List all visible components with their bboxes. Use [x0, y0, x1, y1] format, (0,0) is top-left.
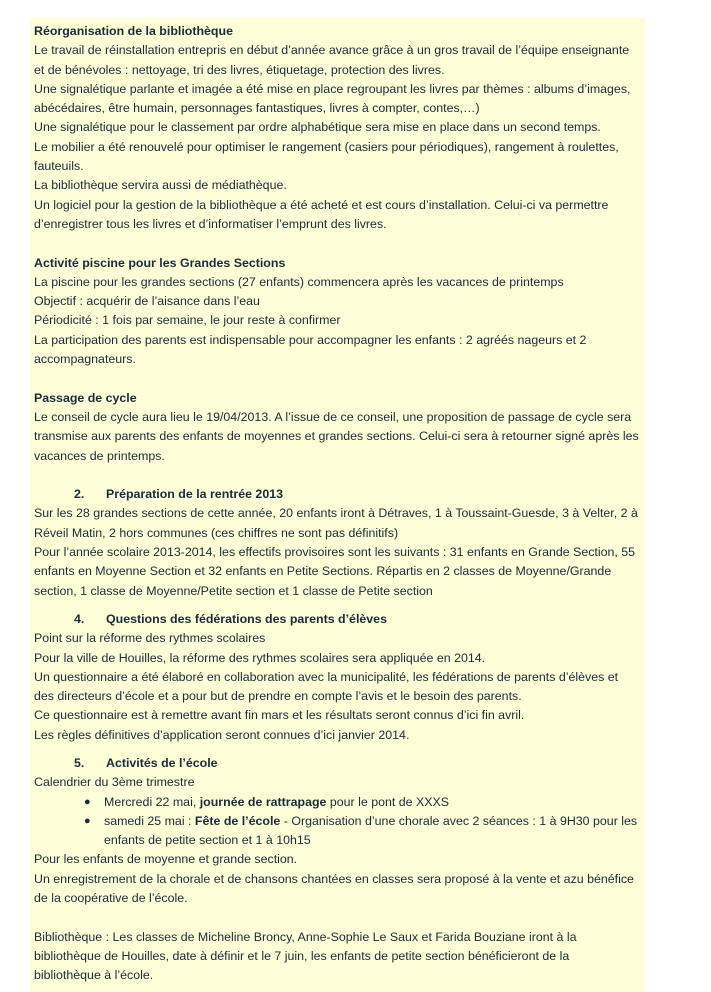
paragraph: Le mobilier a été renouvelé pour optimiser le rangement (casiers pour périodiques), rangement à roulettes, fauteuils.	[34, 139, 619, 174]
paragraph: Le conseil de cycle aura lieu le 19/04/2013. A l’issue de ce conseil, une proposition de passage de cycle sera transmise aux parents des enfants de moyennes et grandes sections. Celui-ci sera à retourner signé après les vacances de printemps.	[34, 409, 639, 463]
paragraph: Périodicité : 1 fois par semaine, le jour reste à confirmer	[34, 313, 341, 328]
paragraph: Une signalétique parlante et imagée a été mise en place regroupant les livres par thèmes : albums d’images, abécédaires, être humain, personnages fantastiques, livres à compter, contes,…)	[34, 81, 631, 116]
section-heading-bibliotheque: Réorganisation de la bibliothèque	[34, 24, 233, 38]
paragraph: Les règles définitives d’application seront connues d’ici janvier 2014.	[34, 727, 410, 742]
section-number: 5.	[74, 755, 85, 770]
section-bibliotheque	[34, 22, 639, 234]
list-item	[34, 793, 639, 812]
activites-intro: Calendrier du 3ème trimestre	[34, 775, 195, 790]
list-item	[34, 812, 639, 851]
section-activites	[34, 754, 639, 908]
section-number: 2.	[74, 487, 85, 502]
bullet-text-bold: Fête de l’école	[194, 813, 281, 828]
bullet-text-pre: Mercredi 22 mai,	[104, 794, 200, 809]
spacer	[34, 908, 639, 927]
bullet-text-pre: samedi 25 mai :	[104, 813, 195, 828]
section-heading-piscine: Activité piscine pour les Grandes Sections	[34, 255, 286, 270]
bullet-icon: ●	[84, 814, 91, 827]
paragraph: Bibliothèque : Les classes de Micheline Broncy, Anne-Sophie Le Saux et Farida Bouziane iront à la bibliothèque de Houilles, date à définir et le 7 juin, les enfants de petite section bénéficieront de la bibliothèque à l’école.	[34, 929, 577, 983]
paragraph: Pour l’année scolaire 2013-2014, les effectifs provisoires sont les suivants : 31 enfants en Grande Section, 55 enfants en Moyenne Section et 32 enfants en Petite Sections. Répartis en 2 classes de Moyenne/Grande section, 1 classe de Moyenne/Petite section et 1 classe de Petite section	[34, 545, 636, 598]
paragraph: Pour les enfants de moyenne et grande section.	[34, 852, 298, 867]
section-heading-activites	[34, 754, 639, 773]
section-heading-text: Préparation de la rentrée 2013	[106, 487, 283, 502]
section-federations	[34, 610, 639, 745]
paragraph: Un questionnaire a été élaboré en collaboration avec la municipalité, les fédérations de parents d’élèves et des directeurs d’école et a pour but de prendre en compte l’avis et le besoin des parents.	[34, 669, 619, 704]
paragraph: Un enregistrement de la chorale et de chansons chantées en classes sera proposé à la vente et azu bénéfice de la coopérative de l’école.	[34, 871, 634, 906]
section-heading-federations	[34, 610, 639, 629]
spacer	[34, 745, 639, 754]
paragraph: Une signalétique pour le classement par ordre alphabétique sera mise en place dans un second temps.	[34, 120, 601, 135]
section-heading-text: Questions des fédérations des parents d’élèves	[106, 611, 387, 626]
spacer	[34, 601, 639, 610]
document-page	[30, 18, 645, 992]
bullet-text-post: - Organisation d’une chorale avec 2 séances : 1 à 9H30 pour les enfants de petite section et 1 à 10h15	[104, 813, 638, 848]
bullet-text-post: pour le pont de XXXS	[326, 794, 450, 809]
spacer	[34, 369, 639, 388]
section-rentree	[34, 485, 639, 601]
paragraph: Point sur la réforme des rythmes scolaires	[34, 631, 266, 646]
section-piscine	[34, 254, 639, 370]
section-heading-passage-cycle: Passage de cycle	[34, 390, 137, 405]
paragraph: La bibliothèque servira aussi de médiathèque.	[34, 178, 287, 193]
activites-bullet-list	[34, 793, 639, 851]
paragraph: Ce questionnaire est à remettre avant fin mars et les résultats seront connus d’ici fin avril.	[34, 708, 525, 723]
paragraph: Sur les 28 grandes sections de cette année, 20 enfants iront à Détraves, 1 à Toussaint-Guesde, 3 à Velter, 2 à Réveil Matin, 2 hors communes (ces chiffres ne sont pas définitifs)	[34, 506, 638, 540]
paragraph: Le travail de réinstallation entrepris en début d’année avance grâce à un gros travail de l’équipe enseignante et de bénévoles : nettoyage, tri des livres, étiquetage, protection des livres.	[34, 43, 630, 77]
spacer	[34, 234, 639, 253]
paragraph: Pour la ville de Houilles, la réforme des rythmes scolaires sera appliquée en 2014.	[34, 650, 486, 665]
section-heading-text: Activités de l’école	[106, 755, 218, 770]
bullet-text-bold: journée de rattrapage	[199, 794, 327, 809]
paragraph: La participation des parents est indispensable pour accompagner les enfants : 2 agréés nageurs et 2 accompagnateurs.	[34, 332, 587, 367]
section-passage-cycle	[34, 389, 639, 466]
paragraph: Objectif : acquérir de l’aisance dans l’eau	[34, 294, 260, 309]
paragraph: Un logiciel pour la gestion de la bibliothèque a été acheté et est cours d’installation. Celui-ci va permettre d’enregistrer tous les livres et d’informatiser l’emprunt des livres.	[34, 197, 609, 231]
section-number: 4.	[74, 611, 85, 626]
bullet-icon: ●	[84, 795, 91, 808]
paragraph: La piscine pour les grandes sections (27 enfants) commencera après les vacances de printemps	[34, 274, 564, 289]
spacer	[34, 466, 639, 485]
section-heading-rentree	[34, 485, 639, 504]
